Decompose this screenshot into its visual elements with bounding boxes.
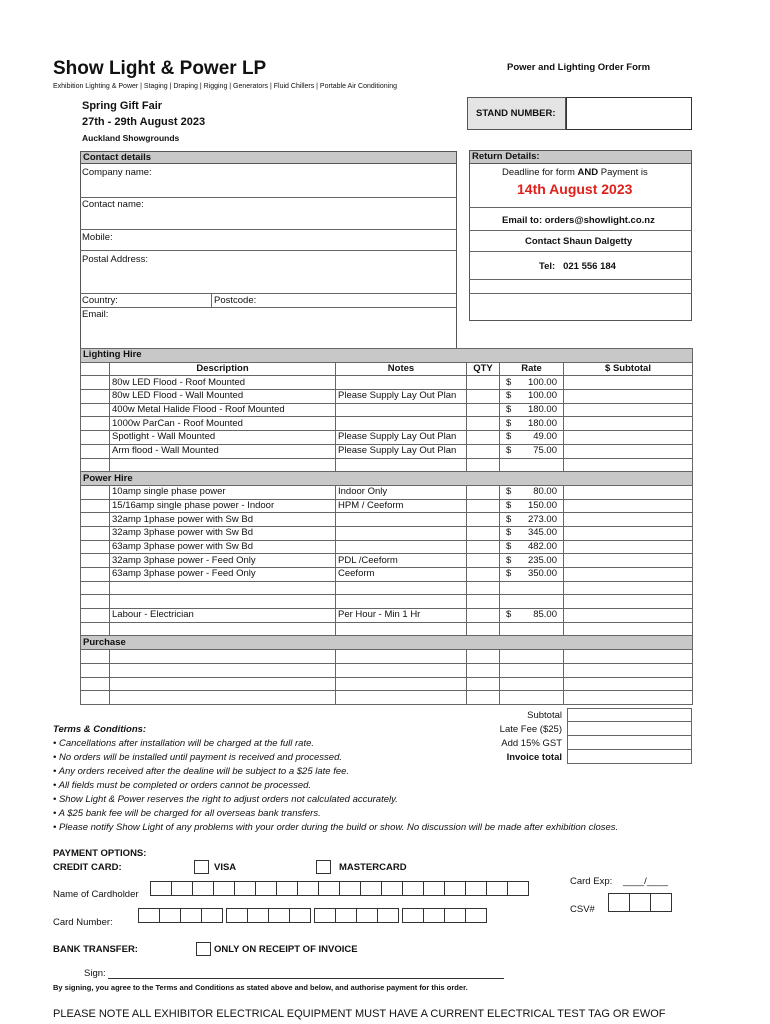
- subtotal-cell[interactable]: [564, 540, 693, 554]
- qty-cell[interactable]: [467, 622, 500, 636]
- currency-symbol: $: [506, 527, 512, 539]
- item-notes: PDL /Ceeform: [336, 554, 467, 568]
- item-description: 15/16amp single phase power - Indoor: [110, 499, 336, 513]
- subtotal-cell[interactable]: [564, 376, 693, 390]
- table-row: [81, 568, 693, 582]
- services-line: Exhibition Lighting & Power | Staging | Draping | Rigging | Generators | Fluid Chillers | Portable Air Conditioning: [53, 83, 397, 90]
- purchase-section: [81, 636, 693, 650]
- item-rate: [500, 376, 564, 390]
- totals-boxes: [567, 708, 692, 764]
- rate-value: 100.00: [527, 390, 557, 402]
- subtotal-cell[interactable]: [564, 513, 693, 527]
- item-notes: HPM / Ceeform: [336, 499, 467, 513]
- qty-cell[interactable]: [467, 390, 500, 404]
- terms-item: • Any orders received after the dealine will be subject to a $25 late fee.: [53, 766, 350, 777]
- item-notes: Please Supply Lay Out Plan: [336, 444, 467, 458]
- rate-value: 180.00: [527, 404, 557, 416]
- item-notes: [336, 540, 467, 554]
- currency-symbol: $: [506, 499, 512, 511]
- subtotal-cell[interactable]: [564, 581, 693, 595]
- subtotal-cell[interactable]: [564, 403, 693, 417]
- table-row: [81, 609, 693, 623]
- qty-cell[interactable]: [467, 526, 500, 540]
- table-row: [81, 417, 693, 431]
- qty-cell[interactable]: [467, 691, 500, 705]
- item-description: 32amp 3phase power - Feed Only: [110, 554, 336, 568]
- table-row: [81, 650, 693, 664]
- currency-symbol: $: [506, 417, 512, 429]
- deadline-text: Deadline for form AND Payment is: [502, 167, 648, 178]
- card-exp-field[interactable]: ____/____: [623, 876, 668, 887]
- return-email: Email to: orders@showlight.co.nz: [502, 215, 655, 226]
- item-rate: [500, 431, 564, 445]
- table-row: [81, 691, 693, 705]
- card-exp-label: Card Exp:: [570, 876, 613, 887]
- power-hire-section-heading: Power Hire: [81, 472, 693, 486]
- item-rate: [500, 444, 564, 458]
- rate-value: 49.00: [533, 431, 557, 443]
- terms-item: • No orders will be installed until payment is received and processed.: [53, 752, 342, 763]
- qty-cell[interactable]: [467, 417, 500, 431]
- item-notes: Ceeform: [336, 568, 467, 582]
- item-description: 63amp 3phase power with Sw Bd: [110, 540, 336, 554]
- terms-item: • A $25 bank fee will be charged for all overseas bank transfers.: [53, 808, 321, 819]
- purchase-section-heading: Purchase: [81, 636, 693, 650]
- credit-card-label: CREDIT CARD:: [53, 862, 122, 873]
- rate-value: 150.00: [527, 499, 557, 511]
- table-row: [81, 595, 693, 609]
- currency-symbol: $: [506, 554, 512, 566]
- item-notes: Please Supply Lay Out Plan: [336, 431, 467, 445]
- table-row: [81, 444, 693, 458]
- visa-checkbox[interactable]: [194, 860, 209, 874]
- item-description: 400w Metal Halide Flood - Roof Mounted: [110, 403, 336, 417]
- subtotal-cell[interactable]: [564, 691, 693, 705]
- subtotal-value[interactable]: [567, 708, 692, 722]
- qty-cell[interactable]: [467, 376, 500, 390]
- item-notes: Please Supply Lay Out Plan: [336, 390, 467, 404]
- return-contact: Contact Shaun Dalgetty: [525, 236, 633, 247]
- table-row: [81, 431, 693, 445]
- item-rate: [500, 403, 564, 417]
- column-description: Description: [110, 362, 336, 376]
- table-row: [81, 526, 693, 540]
- item-description: 63amp 3phase power - Feed Only: [110, 568, 336, 582]
- currency-symbol: $: [506, 513, 512, 525]
- subtotal-cell[interactable]: [564, 568, 693, 582]
- rate-value: 180.00: [527, 417, 557, 429]
- item-notes: [336, 403, 467, 417]
- country-field[interactable]: [130, 294, 210, 306]
- company-name-label: Company name:: [82, 167, 152, 178]
- currency-symbol: $: [506, 390, 512, 402]
- subtotal-cell[interactable]: [564, 458, 693, 472]
- sign-label: Sign:: [84, 968, 106, 979]
- table-row: [81, 581, 693, 595]
- subtotal-cell[interactable]: [564, 622, 693, 636]
- subtotal-cell[interactable]: [564, 417, 693, 431]
- event-dates: 27th - 29th August 2023: [82, 116, 206, 128]
- subtotal-cell[interactable]: [564, 431, 693, 445]
- qty-cell[interactable]: [467, 403, 500, 417]
- item-rate: [500, 540, 564, 554]
- subtotal-cell[interactable]: [564, 650, 693, 664]
- item-rate: [500, 526, 564, 540]
- subtotal-cell[interactable]: [564, 677, 693, 691]
- table-row: [81, 458, 693, 472]
- table-row: [81, 622, 693, 636]
- table-row: [81, 390, 693, 404]
- currency-symbol: $: [506, 431, 512, 443]
- rate-value: 482.00: [527, 540, 557, 552]
- rate-value: 75.00: [533, 445, 557, 457]
- terms-item: • Cancellations after installation will be charged at the full rate.: [53, 738, 315, 749]
- gst-label: Add 15% GST: [501, 738, 562, 749]
- form-title: Power and Lighting Order Form: [507, 62, 651, 73]
- qty-cell[interactable]: [467, 677, 500, 691]
- item-rate: [500, 499, 564, 513]
- item-description: Arm flood - Wall Mounted: [110, 444, 336, 458]
- csv-cells[interactable]: [608, 893, 671, 912]
- contact-name-label: Contact name:: [82, 199, 144, 210]
- item-notes: [336, 526, 467, 540]
- contact-details-bar: [80, 151, 457, 164]
- table-row: [81, 499, 693, 513]
- deadline-date: 14th August 2023: [517, 181, 633, 197]
- item-rate: [500, 554, 564, 568]
- currency-symbol: $: [506, 404, 512, 416]
- table-row: [81, 554, 693, 568]
- item-rate: [500, 485, 564, 499]
- email-label: Email:: [82, 309, 109, 320]
- gst-value[interactable]: [567, 736, 692, 750]
- subtotal-cell[interactable]: [564, 444, 693, 458]
- qty-cell[interactable]: [467, 609, 500, 623]
- bank-transfer-checkbox[interactable]: [196, 942, 211, 956]
- column-header-row: [81, 362, 693, 376]
- company-name-field[interactable]: [81, 179, 456, 196]
- table-row: [81, 485, 693, 499]
- mobile-label: Mobile:: [82, 232, 113, 243]
- subtotal-cell[interactable]: [564, 609, 693, 623]
- agreement-text: By signing, you agree to the Terms and Conditions as stated above and below, and authorise payment for this order.: [53, 983, 468, 992]
- bank-transfer-note: ONLY ON RECEIPT OF INVOICE: [214, 944, 358, 955]
- payment-heading: PAYMENT OPTIONS:: [53, 848, 147, 859]
- table-row: [81, 540, 693, 554]
- column-notes: Notes: [336, 362, 467, 376]
- qty-cell[interactable]: [467, 568, 500, 582]
- currency-symbol: $: [506, 609, 512, 621]
- email-field[interactable]: [110, 308, 456, 348]
- column-qty: QTY: [467, 362, 500, 376]
- event-name: Spring Gift Fair: [82, 100, 163, 112]
- subtotal-cell[interactable]: [564, 526, 693, 540]
- qty-cell[interactable]: [467, 650, 500, 664]
- card-number-label: Card Number:: [53, 917, 113, 928]
- subtotal-label: Subtotal: [527, 710, 562, 721]
- item-rate: [500, 390, 564, 404]
- subtotal-cell[interactable]: [564, 554, 693, 568]
- qty-cell[interactable]: [467, 499, 500, 513]
- item-description: 80w LED Flood - Roof Mounted: [110, 376, 336, 390]
- rate-value: 273.00: [527, 513, 557, 525]
- column-rate: Rate: [500, 362, 564, 376]
- terms-item: • Show Light & Power reserves the right to adjust orders not calculated accurately.: [53, 794, 398, 805]
- item-rate: [500, 417, 564, 431]
- mobile-field[interactable]: [130, 230, 456, 249]
- terms-item: • Please notify Show Light of any problems with your order during the build or show. No discussion will be made after exhibition closes.: [53, 822, 619, 833]
- qty-cell[interactable]: [467, 513, 500, 527]
- rate-value: 100.00: [527, 376, 557, 388]
- item-notes: Per Hour - Min 1 Hr: [336, 609, 467, 623]
- event-venue: Auckland Showgrounds: [82, 133, 180, 143]
- footer-note: PLEASE NOTE ALL EXHIBITOR ELECTRICAL EQUIPMENT MUST HAVE A CURRENT ELECTRICAL TEST TAG OR EWOF: [53, 1008, 666, 1020]
- item-description: 32amp 3phase power with Sw Bd: [110, 526, 336, 540]
- table-row: [81, 677, 693, 691]
- subtotal-cell[interactable]: [564, 390, 693, 404]
- table-row: [81, 376, 693, 390]
- lighting-hire-section-heading: Lighting Hire: [81, 349, 693, 363]
- qty-cell[interactable]: [467, 581, 500, 595]
- qty-cell[interactable]: [467, 431, 500, 445]
- column-subtotal: $ Subtotal: [564, 362, 693, 376]
- contact-details-heading: Contact details: [83, 152, 152, 163]
- return-details-heading: Return Details:: [472, 151, 540, 162]
- company-name: Show Light & Power LP: [53, 58, 267, 79]
- country-label: Country:: [82, 295, 118, 306]
- postal-address-label: Postal Address:: [82, 254, 149, 265]
- postcode-field[interactable]: [265, 294, 456, 306]
- power-hire-section: [81, 472, 693, 486]
- terms-item: • All fields must be completed or orders cannot be processed.: [53, 780, 312, 791]
- table-row: [81, 403, 693, 417]
- rate-value: 85.00: [533, 609, 557, 621]
- signature-field[interactable]: [108, 966, 504, 979]
- currency-symbol: $: [506, 445, 512, 457]
- qty-cell[interactable]: [467, 595, 500, 609]
- rate-value: 350.00: [527, 568, 557, 580]
- item-rate: [500, 513, 564, 527]
- return-details-bar: [469, 150, 692, 164]
- qty-cell[interactable]: [467, 540, 500, 554]
- stand-number-input[interactable]: [566, 97, 692, 130]
- invoice-total-label: Invoice total: [506, 752, 562, 763]
- qty-cell[interactable]: [467, 663, 500, 677]
- item-notes: [336, 376, 467, 390]
- item-description: Labour - Electrician: [110, 609, 336, 623]
- mastercard-label: MASTERCARD: [339, 862, 407, 873]
- currency-symbol: $: [506, 540, 512, 552]
- terms-heading: Terms & Conditions:: [53, 724, 147, 735]
- item-description: Spotlight - Wall Mounted: [110, 431, 336, 445]
- subtotal-cell[interactable]: [564, 595, 693, 609]
- card-number-cells[interactable]: [138, 908, 490, 923]
- rate-value: 345.00: [527, 527, 557, 539]
- item-description: 1000w ParCan - Roof Mounted: [110, 417, 336, 431]
- table-row: [81, 663, 693, 677]
- invoice-total-value[interactable]: [567, 750, 692, 764]
- item-notes: [336, 513, 467, 527]
- late-fee-label: Late Fee ($25): [499, 724, 562, 735]
- postcode-label: Postcode:: [214, 295, 257, 306]
- item-notes: [336, 417, 467, 431]
- qty-cell[interactable]: [467, 485, 500, 499]
- rate-value: 235.00: [527, 554, 557, 566]
- qty-cell[interactable]: [467, 444, 500, 458]
- subtotal-cell[interactable]: [564, 485, 693, 499]
- late-fee-value[interactable]: [567, 722, 692, 736]
- order-table: [80, 348, 693, 705]
- stand-number-label: STAND NUMBER:: [476, 108, 556, 119]
- currency-symbol: $: [506, 376, 512, 388]
- visa-label: VISA: [214, 862, 237, 873]
- cardholder-cells[interactable]: [150, 881, 528, 896]
- stand-number-label-box: [467, 97, 566, 130]
- item-notes: Indoor Only: [336, 485, 467, 499]
- subtotal-cell[interactable]: [564, 499, 693, 513]
- csv-label: CSV#: [570, 904, 595, 915]
- bank-transfer-label: BANK TRANSFER:: [53, 944, 138, 955]
- rate-value: 80.00: [533, 486, 557, 498]
- item-rate: [500, 609, 564, 623]
- item-description: 32amp 1phase power with Sw Bd: [110, 513, 336, 527]
- return-tel: Tel: 021 556 184: [539, 261, 616, 272]
- mastercard-checkbox[interactable]: [316, 860, 331, 874]
- currency-symbol: $: [506, 486, 512, 498]
- qty-cell[interactable]: [467, 458, 500, 472]
- table-row: [81, 513, 693, 527]
- qty-cell[interactable]: [467, 554, 500, 568]
- lighting-hire-section: [81, 349, 693, 363]
- currency-symbol: $: [506, 568, 512, 580]
- postal-address-field[interactable]: [81, 266, 456, 292]
- item-description: 10amp single phase power: [110, 485, 336, 499]
- item-rate: [500, 568, 564, 582]
- cardholder-label: Name of Cardholder: [53, 889, 139, 900]
- contact-name-field[interactable]: [81, 211, 456, 228]
- item-description: 80w LED Flood - Wall Mounted: [110, 390, 336, 404]
- subtotal-cell[interactable]: [564, 663, 693, 677]
